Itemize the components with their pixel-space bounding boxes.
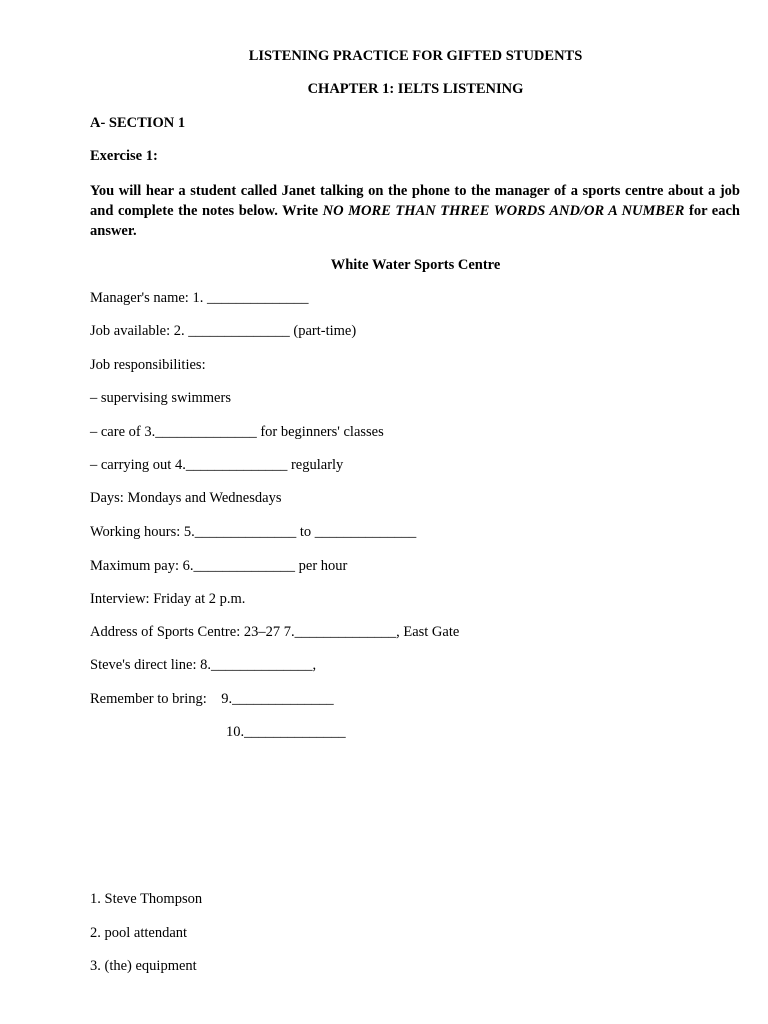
note-job-responsibilities: Job responsibilities: bbox=[90, 357, 206, 373]
instructions-text-part2: for each answer. bbox=[90, 203, 740, 239]
instructions-emphasis: NO MORE THAN THREE WORDS AND/OR A NUMBER bbox=[322, 203, 685, 219]
answer-3: 3. (the) equipment bbox=[90, 958, 197, 974]
exercise-instructions bbox=[90, 181, 740, 241]
note-responsibility-1: – supervising swimmers bbox=[90, 390, 231, 406]
note-working-hours: Working hours: 5.______________ to ______________ bbox=[90, 524, 417, 540]
form-title: White Water Sports Centre bbox=[330, 257, 501, 273]
note-address: Address of Sports Centre: 23–27 7.______________, East Gate bbox=[90, 624, 460, 640]
answer-2: 2. pool attendant bbox=[90, 925, 188, 941]
instructions-text-part1: You will hear a student called Janet talking on the phone to the manager of a sports centre about a job and complete the notes below. Write bbox=[90, 183, 740, 219]
note-interview: Interview: Friday at 2 p.m. bbox=[90, 591, 246, 607]
note-maximum-pay: Maximum pay: 6.______________ per hour bbox=[90, 558, 348, 574]
note-job-available: Job available: 2. ______________ (part-time) bbox=[90, 323, 357, 339]
note-remember-to-bring: Remember to bring: 9.______________ bbox=[90, 691, 334, 707]
note-remember-item-10: 10.______________ bbox=[226, 724, 346, 740]
chapter-heading: CHAPTER 1: IELTS LISTENING bbox=[307, 81, 524, 97]
note-responsibility-2: – care of 3.______________ for beginners' classes bbox=[90, 424, 384, 440]
document-title: LISTENING PRACTICE FOR GIFTED STUDENTS bbox=[248, 48, 583, 64]
section-heading: A- SECTION 1 bbox=[90, 115, 186, 131]
exercise-heading: Exercise 1: bbox=[90, 148, 158, 164]
note-days: Days: Mondays and Wednesdays bbox=[90, 490, 282, 506]
note-direct-line: Steve's direct line: 8.______________, bbox=[90, 657, 317, 673]
note-manager-name: Manager's name: 1. ______________ bbox=[90, 290, 309, 306]
answer-1: 1. Steve Thompson bbox=[90, 891, 203, 907]
note-responsibility-3: – carrying out 4.______________ regularly bbox=[90, 457, 344, 473]
